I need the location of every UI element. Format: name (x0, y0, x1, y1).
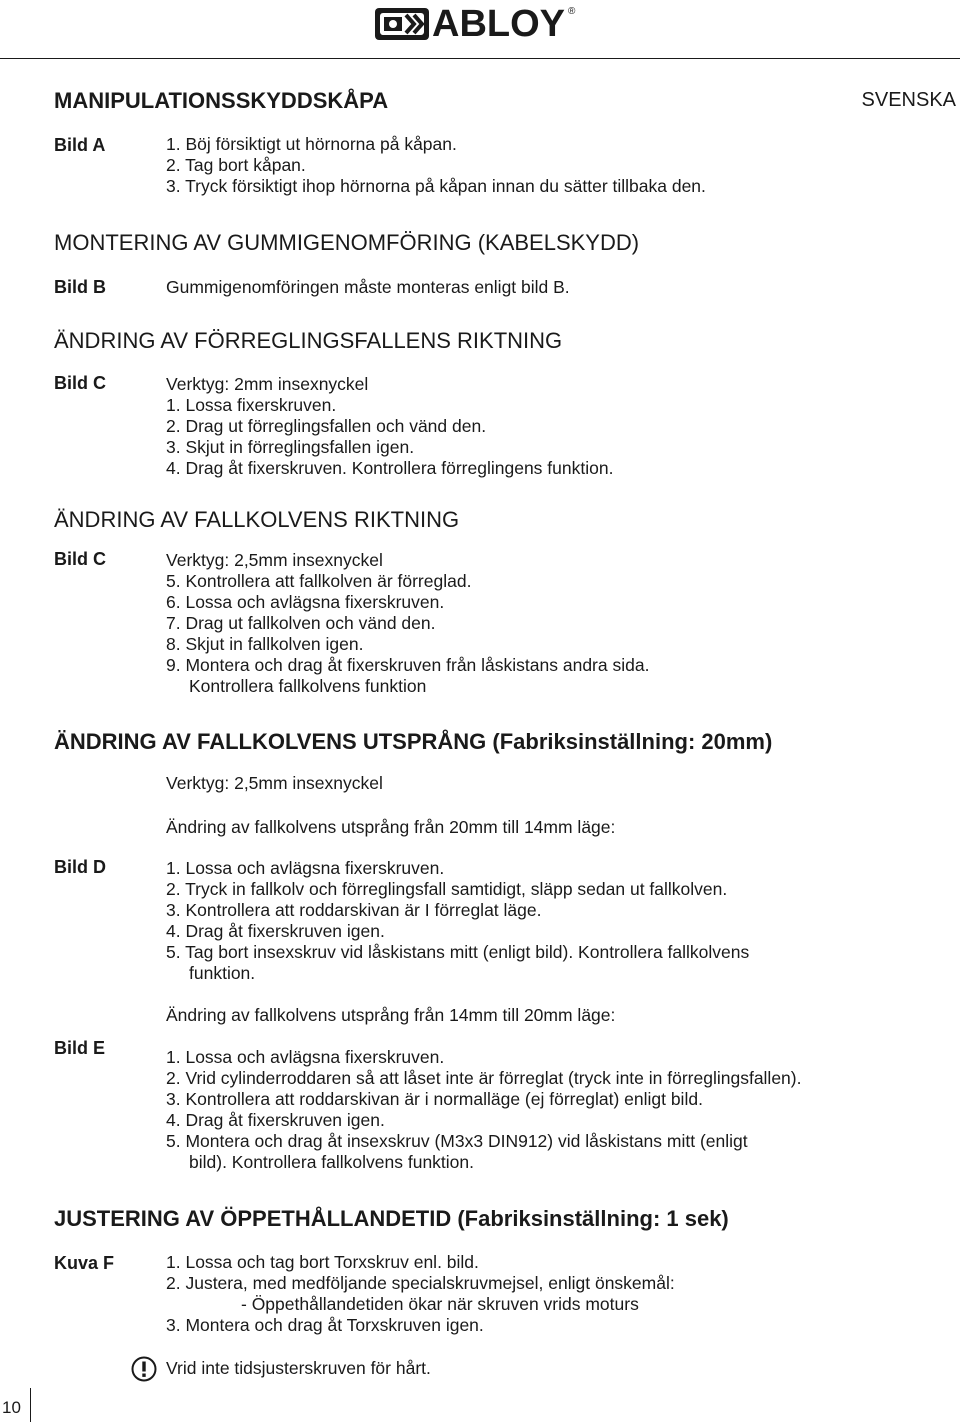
steps-list-c2 (166, 550, 649, 697)
section-title-latch-direction: ÄNDRING AV FÖRREGLINGSFALLENS RIKTNING (54, 328, 563, 353)
figure-label-c-2: Bild C (54, 549, 106, 569)
grommet-text: Gummigenomföringen måste monteras enligt bild B. (166, 277, 570, 297)
list-item: 3. Kontrollera att roddarskivan är I förreglat läge. (166, 900, 542, 920)
header-divider (0, 58, 960, 59)
list-item: 5. Montera och drag åt insexskruv (M3x3 DIN912) vid låskistans mitt (enligt (166, 1131, 748, 1151)
list-item: 5. Tag bort insexskruv vid låskistans mitt (enligt bild). Kontrollera fallkolvens (166, 942, 750, 962)
list-item: 2. Vrid cylinderroddaren så att låset inte är förreglat (tryck inte in förreglingsfallen). (166, 1068, 802, 1088)
list-item: 2. Justera, med medföljande specialskruvmejsel, enligt önskemål: (166, 1273, 675, 1293)
section-title-hold-open: JUSTERING AV ÖPPETHÅLLANDETID (Fabriksinställning: 1 sek) (54, 1206, 729, 1231)
figure-label-c: Bild C (54, 373, 106, 393)
registered-mark: ® (568, 6, 576, 17)
section-title-bolt-projection: ÄNDRING AV FALLKOLVENS UTSPRÅNG (Fabriksinställning: 20mm) (54, 729, 773, 754)
section-title-bolt-direction: ÄNDRING AV FALLKOLVENS RIKTNING (54, 507, 460, 532)
figure-label-e: Bild E (54, 1038, 106, 1058)
figure-label-f: Kuva F (54, 1253, 115, 1273)
steps-list-a (166, 134, 706, 197)
list-item: Verktyg: 2,5mm insexnyckel (166, 550, 383, 570)
list-item: 3. Skjut in förreglingsfallen igen. (166, 437, 415, 457)
list-item: 9. Montera och drag åt fixerskruven från låskistans andra sida. (166, 655, 650, 675)
list-item: 3. Montera och drag åt Torxskruven igen. (166, 1315, 484, 1335)
list-item: 1. Lossa fixerskruven. (166, 395, 337, 415)
list-item: 1. Lossa och tag bort Torxskruv enl. bild. (166, 1252, 479, 1272)
list-item: 8. Skjut in fallkolven igen. (166, 634, 364, 654)
subheading-e: Ändring av fallkolvens utsprång från 14mm till 20mm läge: (166, 1005, 616, 1025)
figure-label-a: Bild A (54, 135, 106, 155)
page-number: 10 (2, 1398, 21, 1417)
list-item: 3. Kontrollera att roddarskivan är i normalläge (ej förreglat) enligt bild. (166, 1089, 703, 1109)
list-item: 6. Lossa och avlägsna fixerskruven. (166, 592, 445, 612)
list-item: bild). Kontrollera fallkolvens funktion. (189, 1152, 475, 1172)
list-item: 1. Böj försiktigt ut hörnorna på kåpan. (166, 134, 457, 154)
figure-label-b: Bild B (54, 277, 106, 297)
list-item: 3. Tryck försiktigt ihop hörnorna på kåpan innan du sätter tillbaka den. (166, 176, 706, 196)
list-item: 2. Tryck in fallkolv och förreglingsfall samtidigt, släpp sedan ut fallkolven. (166, 879, 728, 899)
list-item: - Öppethållandetiden ökar när skruven vrids moturs (241, 1294, 639, 1314)
list-item: 2. Tag bort kåpan. (166, 155, 306, 175)
list-item: funktion. (189, 963, 256, 983)
tool-text: Verktyg: 2,5mm insexnyckel (166, 773, 383, 793)
list-item: 1. Lossa och avlägsna fixerskruven. (166, 858, 445, 878)
subheading-d: Ändring av fallkolvens utsprång från 20mm till 14mm läge: (166, 817, 616, 837)
language-label: SVENSKA (861, 89, 956, 111)
steps-list-f (166, 1252, 675, 1336)
list-item: 7. Drag ut fallkolven och vänd den. (166, 613, 436, 633)
list-item: 4. Drag åt fixerskruven. Kontrollera förreglingens funktion. (166, 458, 614, 478)
list-item: 5. Kontrollera att fallkolven är förreglad. (166, 571, 472, 591)
warning-icon (131, 1356, 157, 1382)
section-title-grommet: MONTERING AV GUMMIGENOMFÖRING (KABELSKYDD) (54, 230, 640, 255)
page-number-divider (30, 1388, 31, 1422)
list-item: Kontrollera fallkolvens funktion (189, 676, 427, 696)
figure-label-d: Bild D (54, 857, 106, 877)
list-item: 2. Drag ut förreglingsfallen och vänd den. (166, 416, 487, 436)
abloy-logo (372, 2, 582, 46)
list-item: 1. Lossa och avlägsna fixerskruven. (166, 1047, 445, 1067)
warning-text: Vrid inte tidsjusterskruven för hårt. (166, 1358, 431, 1378)
section-title-manipulation: MANIPULATIONSSKYDDSKÅPA (54, 88, 389, 113)
abloy-logo-icon (374, 4, 430, 44)
list-item: Verktyg: 2mm insexnyckel (166, 374, 369, 394)
list-item: 4. Drag åt fixerskruven igen. (166, 1110, 385, 1130)
brand-name: ABLOY (432, 3, 565, 45)
steps-list-d (166, 858, 749, 984)
steps-list-e (166, 1047, 801, 1173)
steps-list-c1 (166, 374, 613, 479)
list-item: 4. Drag åt fixerskruven igen. (166, 921, 385, 941)
